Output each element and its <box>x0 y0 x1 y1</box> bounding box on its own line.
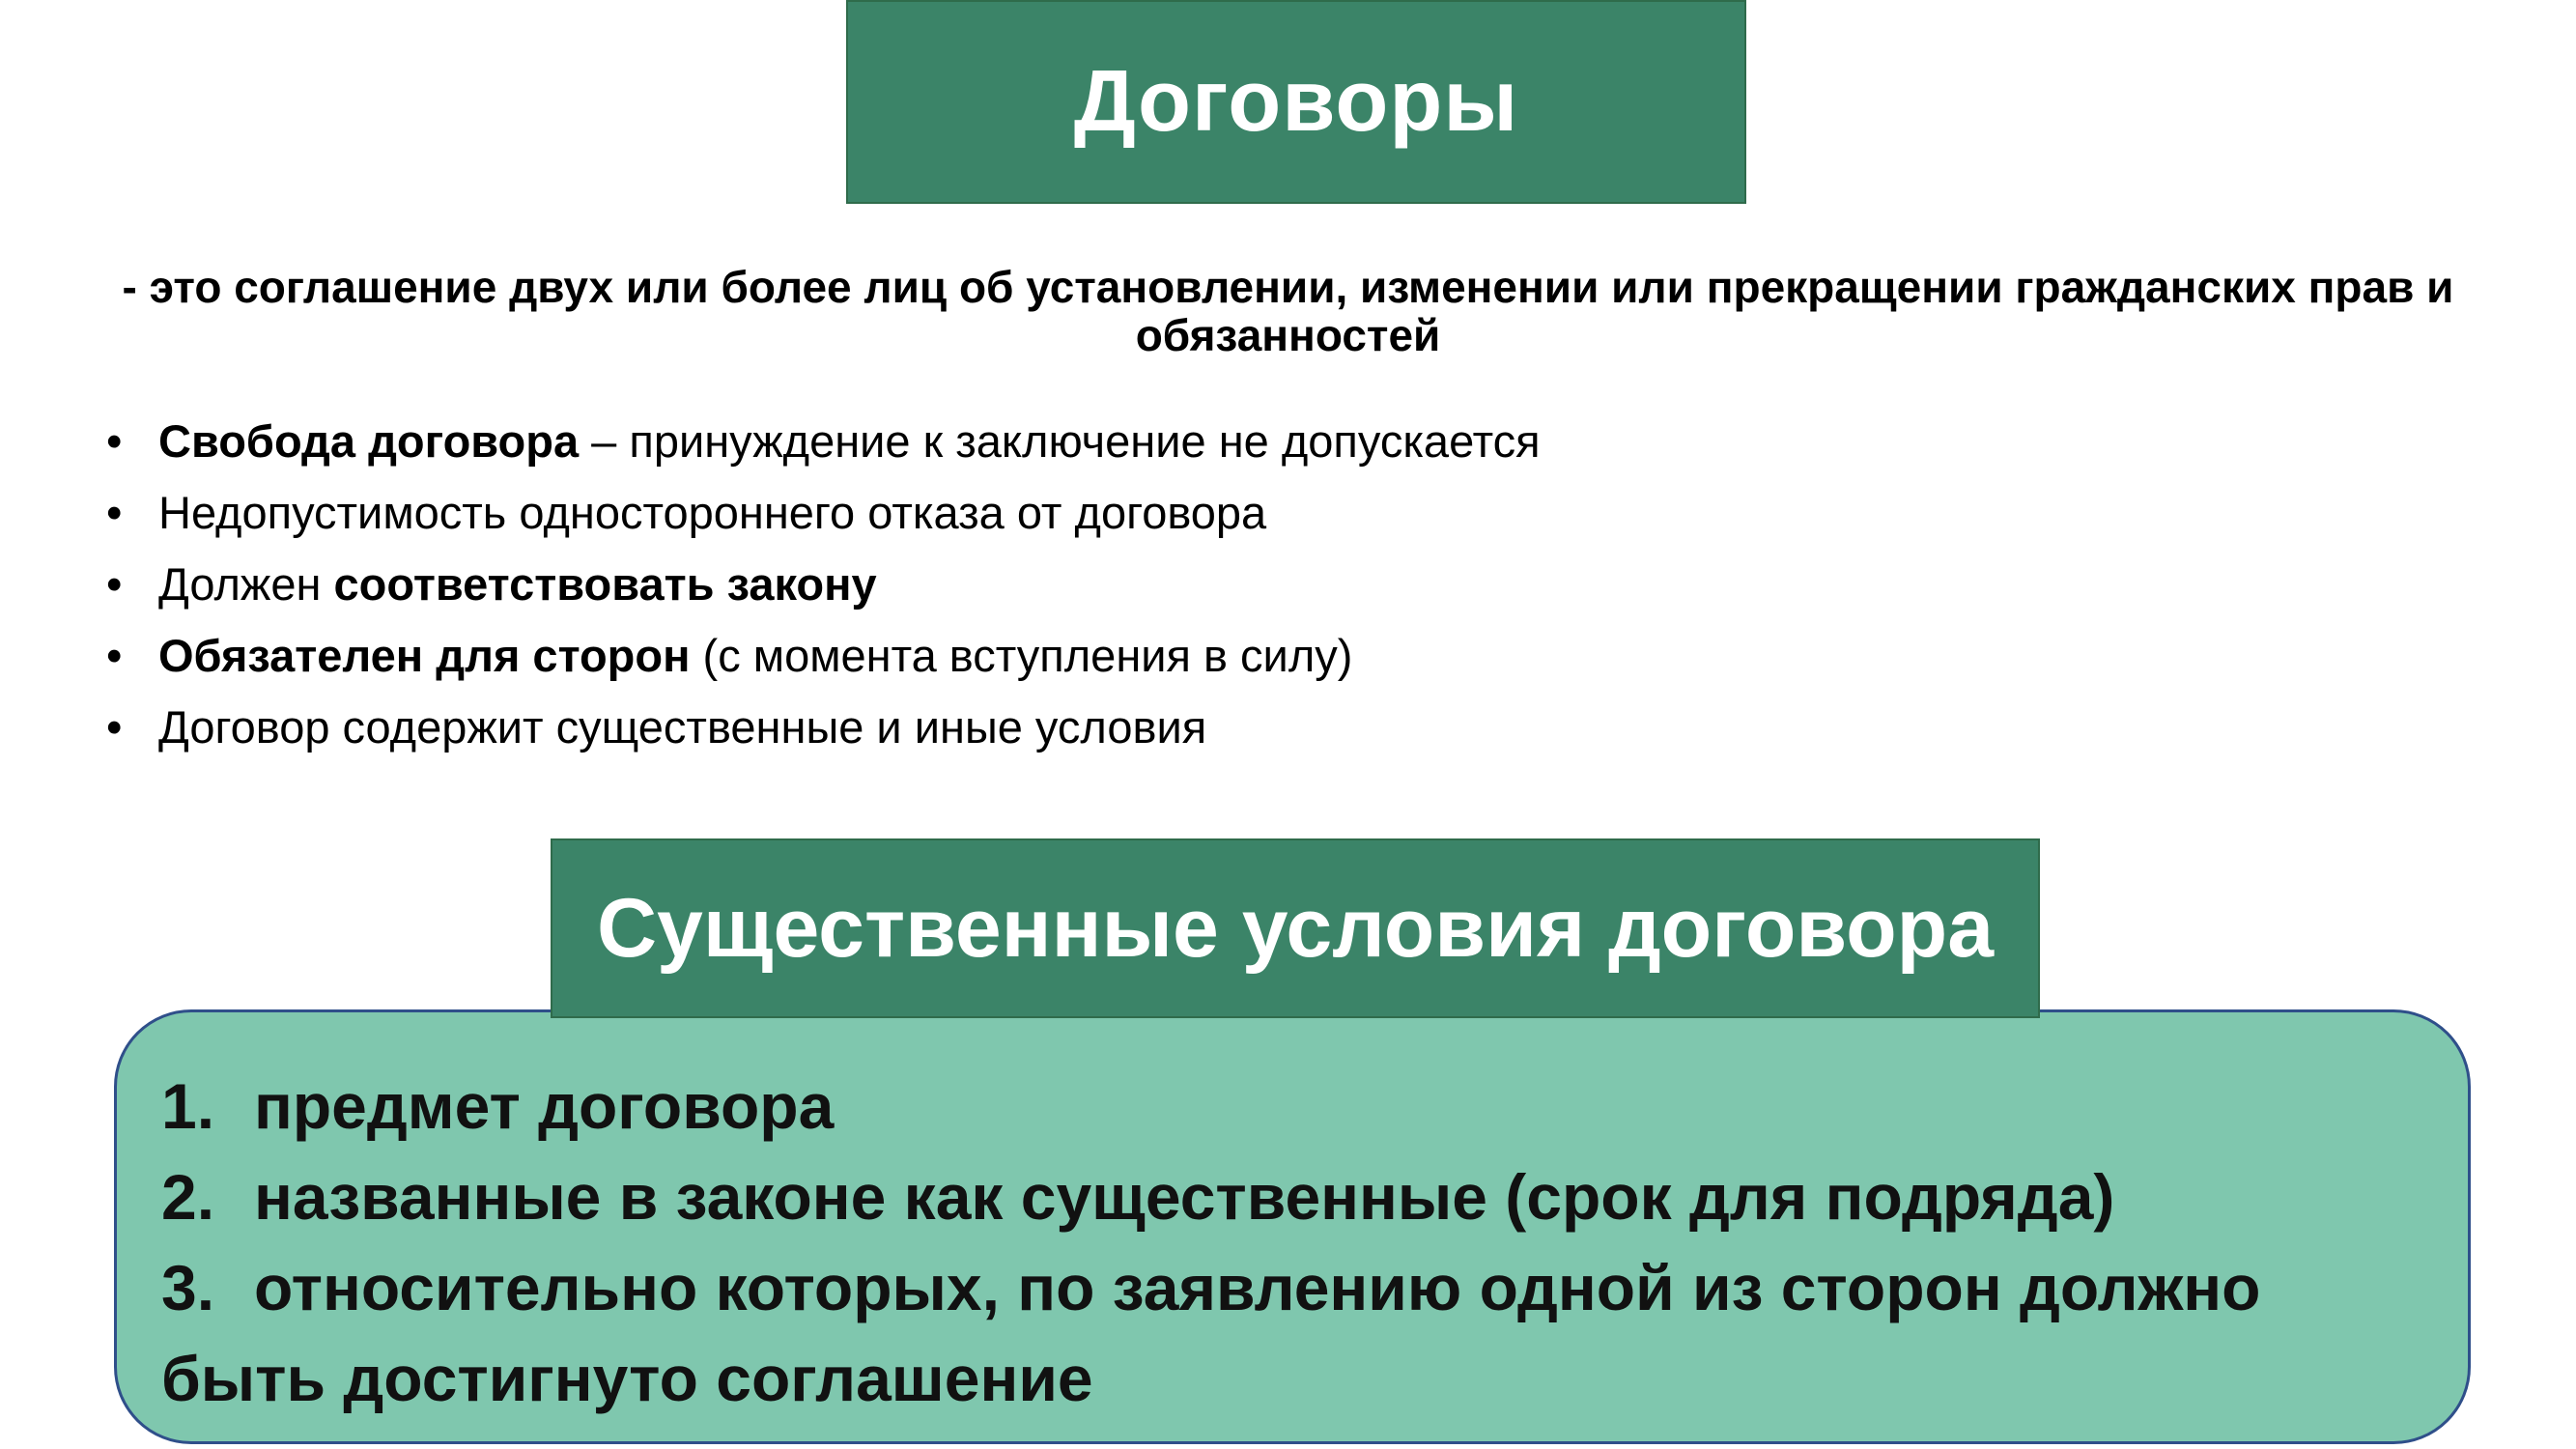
condition-continuation: быть достигнуто соглашение <box>161 1343 1093 1414</box>
list-item-bold: Обязателен для сторон <box>158 630 691 681</box>
list-item-text: Должен <box>158 558 334 610</box>
list-item-text: – принуждение к заключение не допускается <box>579 415 1541 467</box>
condition-text: относительно которых, по заявлению одной из сторон должно <box>254 1252 2261 1323</box>
list-item-text: (с момента вступления в силу) <box>690 630 1353 681</box>
condition-number: 3. <box>161 1252 215 1323</box>
principles-list <box>106 406 2328 763</box>
page-title: Договоры <box>1073 53 1519 150</box>
list-item <box>106 692 2328 763</box>
condition-item <box>161 1242 2468 1333</box>
list-item-text: Недопустимость одностороннего отказа от договора <box>158 487 1267 538</box>
list-item-bold: Свобода договора <box>158 415 580 467</box>
list-item <box>106 549 2328 620</box>
list-item-text: Договор содержит существенные и иные условия <box>158 701 1207 753</box>
essential-title-banner <box>551 838 2040 1018</box>
list-item <box>106 477 2328 549</box>
condition-text: предмет договора <box>254 1070 835 1142</box>
condition-item <box>161 1151 2468 1242</box>
definition-text: - это соглашение двух или более лиц об установлении, изменении или прекращении гражданских прав и обязанностей <box>122 262 2454 360</box>
list-item-bold: соответствовать закону <box>333 558 877 610</box>
condition-text: названные в законе как существенные (срок для подряда) <box>254 1161 2115 1233</box>
bullet-icon: • <box>106 558 123 610</box>
condition-number: 2. <box>161 1161 215 1233</box>
essential-title: Существенные условия договора <box>596 881 1995 975</box>
essential-conditions-box <box>114 1009 2471 1444</box>
condition-item <box>161 1061 2468 1151</box>
bullet-icon: • <box>106 701 123 753</box>
bullet-icon: • <box>106 415 123 467</box>
list-item <box>106 620 2328 692</box>
bullet-icon: • <box>106 487 123 538</box>
bullet-icon: • <box>106 630 123 681</box>
condition-number: 1. <box>161 1070 215 1142</box>
title-banner <box>846 0 1746 204</box>
list-item <box>106 406 2328 477</box>
